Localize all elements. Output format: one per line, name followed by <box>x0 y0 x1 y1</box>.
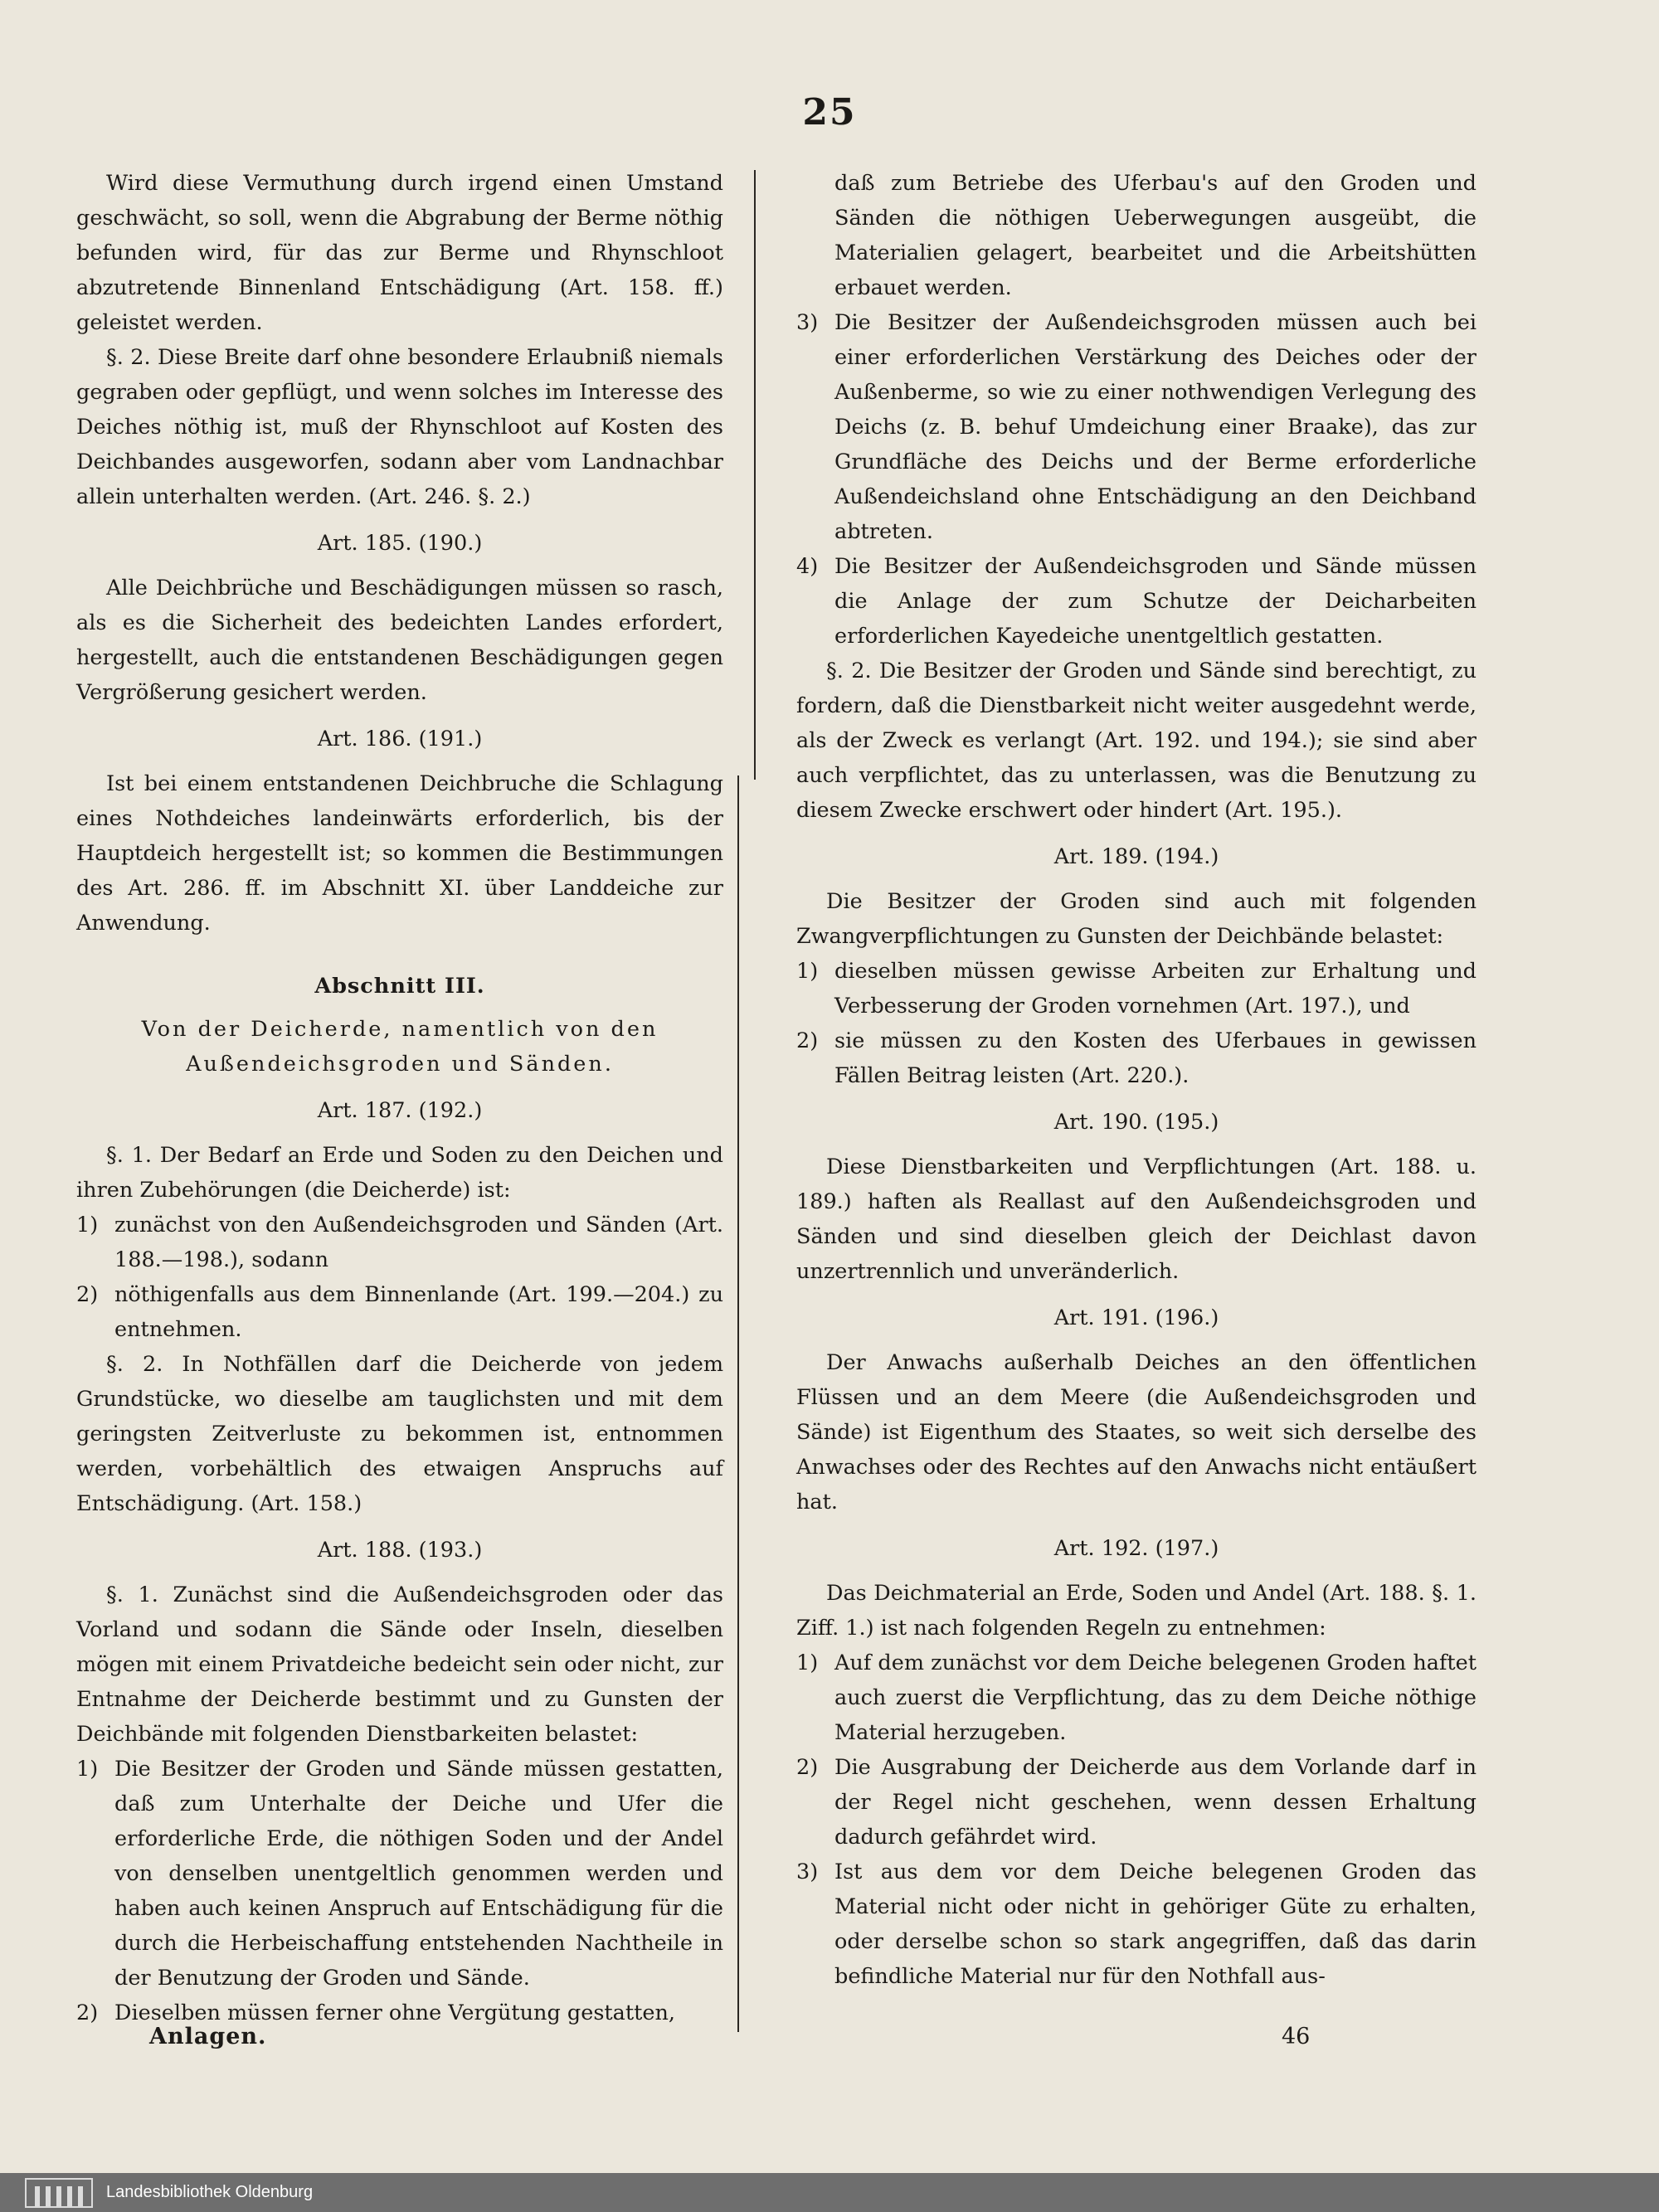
column-divider-upper <box>754 170 756 780</box>
list-item <box>796 549 1477 654</box>
list-number: 3) <box>796 310 819 335</box>
list-text: zunächst von den Außendeichsgroden und Sänden (Art. 188.—198.), sodann <box>114 1213 723 1272</box>
paragraph: §. 2. Die Besitzer der Groden und Sände sind berechtigt, zu fordern, daß die Dienstbarkeit nicht weiter ausgedehnt werde, als der Zweck es verlangt (Art. 192. und 194.); sie sind aber auch verpflichtet, das zu unterlassen, was die Benutzung zu diesem Zwecke erschwert oder hindert (Art. 195.). <box>796 659 1477 823</box>
section-heading: Abschnitt III. <box>314 974 485 999</box>
paragraph: Alle Deichbrüche und Beschädigungen müssen so rasch, als es die Sicherheit des bedeichten Landes erfordert, hergestellt, auch die entstandenen Beschädigungen gegen Vergrößerung gesichert werden. <box>76 576 723 705</box>
left-column <box>76 166 723 2030</box>
column-divider-lower <box>737 775 739 2032</box>
paragraph: Ist bei einem entstandenen Deichbruche die Schlagung eines Nothdeiches landeinwärts erforderlich, bis der Hauptdeich hergestellt ist; so kommen die Bestimmungen des Art. 286. ff. im Abschnitt XI. über Landdeiche zur Anwendung. <box>76 771 723 936</box>
paragraph: Der Anwachs außerhalb Deiches an den öffentlichen Flüssen und an dem Meere (die Außendeichsgroden und Sände) ist Eigenthum des Staates, so weit sich derselbe des Anwachses oder des Rechtes auf den Anwachs nicht entäußert hat. <box>796 1350 1477 1514</box>
list-item <box>76 1752 723 1996</box>
article-heading: Art. 192. (197.) <box>1053 1536 1219 1561</box>
list-item <box>76 1208 723 1277</box>
paragraph: §. 1. Zunächst sind die Außendeichsgroden oder das Vorland und sodann die Sände oder Inseln, dieselben mögen mit einem Privatdeiche bedeicht sein oder nicht, zur Entnahme der Deicherde bestimmt und zu Gunsten der Deichbände mit folgenden Dienstbarkeiten belastet: <box>76 1582 723 1747</box>
right-column <box>796 166 1477 1994</box>
paragraph: §. 1. Der Bedarf an Erde und Soden zu den Deichen und ihren Zubehörungen (die Deicherde) ist: <box>76 1143 723 1203</box>
list-number: 2) <box>76 2001 99 2025</box>
list-number: 2) <box>796 1755 819 1780</box>
list-item <box>796 1646 1477 1750</box>
paragraph: Diese Dienstbarkeiten und Verpflichtungen (Art. 188. u. 189.) haften als Reallast auf den Außendeichsgroden und Sänden und sind dieselben gleich der Deichlast davon unzertrennlich und unveränderlich. <box>796 1155 1477 1284</box>
article-heading: Art. 188. (193.) <box>317 1538 483 1563</box>
list-text: Auf dem zunächst vor dem Deiche belegenen Groden haftet auch zuerst die Verpflichtung, das zu dem Deiche nöthige Material herzugeben. <box>834 1650 1477 1745</box>
article-heading: Art. 191. (196.) <box>1053 1305 1219 1330</box>
section-title: Von der Deicherde, namentlich von den Außendeichsgroden und Sänden. <box>141 1017 659 1077</box>
page-number: 25 <box>802 91 857 134</box>
article-heading: Art. 186. (191.) <box>317 727 483 751</box>
list-text: Die Besitzer der Außendeichsgroden müssen auch bei einer erforderlichen Verstärkung des Deiches oder der Außenberme, so wie zu einer nothwendigen Verlegung des Deichs (z. B. behuf Umdeichung einer Braake), das zur Grundfläche des Deichs und der Berme erforderliche Außendeichsland ohne Entschädigung an den Deichband abtreten. <box>834 310 1477 544</box>
list-number: 1) <box>796 1650 819 1675</box>
list-item <box>796 954 1477 1023</box>
paragraph: Das Deichmaterial an Erde, Soden und Andel (Art. 188. §. 1. Ziff. 1.) ist nach folgenden Regeln zu entnehmen: <box>796 1581 1477 1641</box>
list-number: 1) <box>76 1213 99 1237</box>
list-item <box>76 1277 723 1347</box>
paragraph: §. 2. Diese Breite darf ohne besondere Erlaubniß niemals gegraben oder gepflügt, und wenn solches im Interesse des Deiches nöthig ist, muß der Rhynschloot auf Kosten des Deichbandes ausgeworfen, sodann aber vom Landnachbar allein unterhalten werden. (Art. 246. §. 2.) <box>76 345 723 509</box>
list-number: 2) <box>796 1028 819 1053</box>
paragraph: Die Besitzer der Groden sind auch mit folgenden Zwangverpflichtungen zu Gunsten der Deichbände belastet: <box>796 889 1477 949</box>
paragraph: Wird diese Vermuthung durch irgend einen Umstand geschwächt, so soll, wenn die Abgrabung der Berme nöthig befunden wird, für das zur Berme und Rhynschloot abzutretende Binnenland Entschädigung (Art. 158. ff.) geleistet werden. <box>76 171 723 335</box>
list-item <box>796 1023 1477 1093</box>
list-number: 4) <box>796 554 819 579</box>
library-building-icon <box>25 2178 93 2208</box>
list-number: 1) <box>76 1757 99 1782</box>
list-item-continuation <box>796 166 1477 305</box>
article-heading: Art. 185. (190.) <box>317 531 483 556</box>
signature-mark: Anlagen. <box>149 2024 267 2049</box>
article-heading: Art. 190. (195.) <box>1053 1110 1219 1135</box>
list-text: sie müssen zu den Kosten des Uferbaues in gewissen Fällen Beitrag leisten (Art. 220.). <box>834 1028 1477 1088</box>
paragraph: §. 2. In Nothfällen darf die Deicherde von jedem Grundstücke, wo dieselbe am tauglichsten und mit dem geringsten Zeitverluste zu bekommen ist, entnommen werden, vorbehältlich des etwaigen Anspruchs auf Entschädigung. (Art. 158.) <box>76 1352 723 1516</box>
list-number: 2) <box>76 1282 99 1307</box>
list-number: 1) <box>796 959 819 984</box>
list-text: Die Besitzer der Außendeichsgroden und Sände müssen die Anlage der zum Schutze der Deicharbeiten erforderlichen Kayedeiche unentgeltlich gestatten. <box>834 554 1477 649</box>
list-text: dieselben müssen gewisse Arbeiten zur Erhaltung und Verbesserung der Groden vornehmen (Art. 197.), und <box>834 959 1477 1018</box>
list-item <box>796 1750 1477 1855</box>
list-text: Ist aus dem vor dem Deiche belegenen Groden das Material nicht oder nicht in gehöriger Güte zu erhalten, oder derselbe schon so stark angegriffen, daß das darin befindliche Material nur für den Nothfall aus- <box>834 1860 1477 1989</box>
list-text: nöthigenfalls aus dem Binnenlande (Art. 199.—204.) zu entnehmen. <box>114 1282 723 1342</box>
list-text: Die Ausgrabung der Deicherde aus dem Vorlande darf in der Regel nicht geschehen, wenn dessen Erhaltung dadurch gefährdet wird. <box>834 1755 1477 1850</box>
article-heading: Art. 187. (192.) <box>317 1098 483 1123</box>
list-text: Dieselben müssen ferner ohne Vergütung gestatten, <box>114 2001 675 2025</box>
library-footer-bar <box>0 2173 1659 2212</box>
sheet-number: 46 <box>1282 2024 1311 2049</box>
library-name: Landesbibliothek Oldenburg <box>106 2183 314 2201</box>
article-heading: Art. 189. (194.) <box>1053 844 1219 869</box>
list-item <box>796 1855 1477 1994</box>
list-number: 3) <box>796 1860 819 1884</box>
list-text: daß zum Betriebe des Uferbau's auf den Groden und Sänden die nöthigen Ueberwegungen ausgeübt, die Materialien gelagert, bearbeitet und die Arbeitshütten erbauet werden. <box>834 171 1477 300</box>
list-item <box>796 305 1477 549</box>
list-text: Die Besitzer der Groden und Sände müssen gestatten, daß zum Unterhalte der Deiche und Ufer die erforderliche Erde, die nöthigen Soden und der Andel von denselben unentgeltlich genommen werden und haben auch keinen Anspruch auf Entschädigung für die durch die Herbeischaffung entstehenden Nachtheile in der Benutzung der Groden und Sände. <box>114 1757 723 1991</box>
